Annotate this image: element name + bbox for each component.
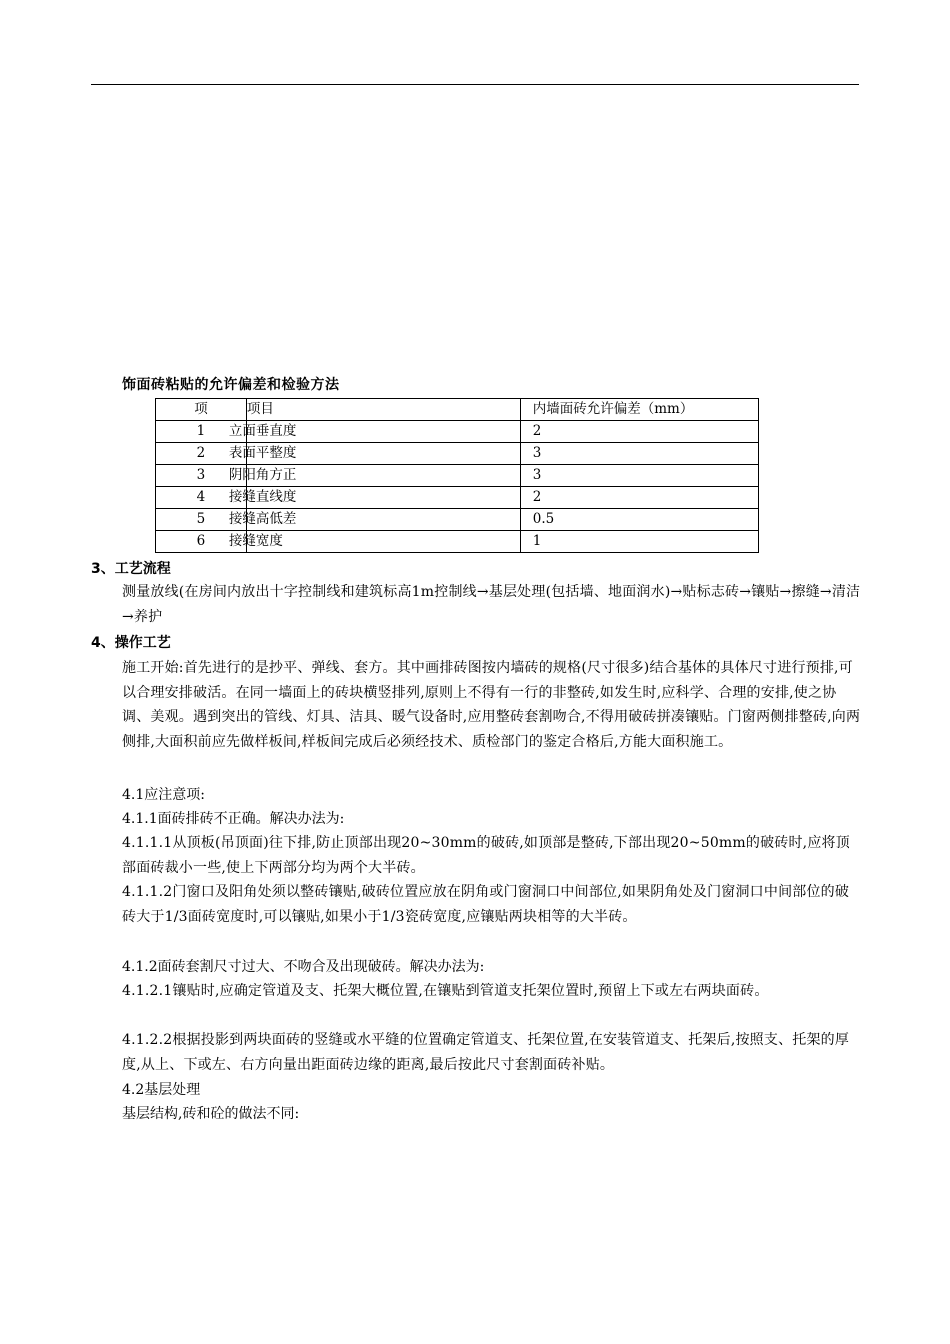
table-row [156, 531, 759, 553]
cell-item: 立面垂直度 [246, 421, 520, 443]
cell-tolerance: 1 [520, 531, 758, 553]
cell-index: 2 [156, 443, 247, 465]
cell-tolerance: 3 [520, 443, 758, 465]
section-4-title: 4、操作工艺 [91, 635, 171, 651]
heading-4-1-1: 4.1.1面砖排砖不正确。解决办法为: [122, 811, 345, 827]
table-row [156, 421, 759, 443]
section-3-text: 测量放线(在房间内放出十字控制线和建筑标高1m控制线→基层处理(包括墙、地面润水)→贴标志砖→镶贴→擦缝→清洁→养护 [122, 584, 861, 625]
cell-tolerance: 0.5 [520, 509, 758, 531]
cell-item: 阴阳角方正 [246, 465, 520, 487]
cell-tolerance: 3 [520, 465, 758, 487]
cell-index: 3 [156, 465, 247, 487]
table-row [156, 443, 759, 465]
header-cell-tolerance: 内墙面砖允许偏差（mm） [520, 399, 758, 421]
cell-index: 5 [156, 509, 247, 531]
para-4-1-1-2: 4.1.1.2门窗口及阳角处须以整砖镶贴,破砖位置应放在阴角或门窗洞口中间部位,如果阴角处及门窗洞口中间部位的破砖大于1/3面砖宽度时,可以镶贴,如果小于1/3瓷砖宽度,应镶贴两块相等的大半砖。 [122, 884, 850, 925]
table-row [156, 465, 759, 487]
tolerance-table [155, 398, 759, 553]
para-4-1-2-1: 4.1.2.1镶贴时,应确定管道及支、托架大概位置,在镶贴到管道支托架位置时,预留上下或左右两块面砖。 [122, 983, 769, 999]
cell-index: 1 [156, 421, 247, 443]
section-3-title: 3、工艺流程 [91, 561, 171, 577]
cell-item: 接缝高低差 [246, 509, 520, 531]
section-4-intro: 施工开始:首先进行的是抄平、弹线、套方。其中画排砖图按内墙砖的规格(尺寸很多)结合基体的具体尺寸进行预排,可以合理安排破活。在同一墙面上的砖块横竖排列,原则上不得有一行的非整砖,如发生时,应科学、合理的安排,使之协调、美观。遇到突出的管线、灯具、洁具、暖气设备时,应用整砖套割吻合,不得用破砖拼凑镶贴。门窗两侧排整砖,向两侧排,大面积前应先做样板间,样板间完成后必须经技术、质检部门的鉴定合格后,方能大面积施工。 [122, 660, 861, 750]
cell-item: 接缝宽度 [246, 531, 520, 553]
table-row [156, 509, 759, 531]
cell-tolerance: 2 [520, 421, 758, 443]
table-title: 饰面砖粘贴的允许偏差和检验方法 [122, 377, 340, 393]
table-header-row [156, 399, 759, 421]
table-row [156, 487, 759, 509]
cell-item: 表面平整度 [246, 443, 520, 465]
para-4-1-2-2: 4.1.2.2根据投影到两块面砖的竖缝或水平缝的位置确定管道支、托架位置,在安装管道支、托架后,按照支、托架的厚度,从上、下或左、右方向量出距面砖边缘的距离,最后按此尺寸套割面砖补贴。 [122, 1032, 850, 1073]
heading-4-1-2: 4.1.2面砖套割尺寸过大、不吻合及出现破砖。解决办法为: [122, 959, 485, 975]
header-rule [91, 84, 859, 85]
header-cell-item: 项目 [246, 399, 520, 421]
heading-4-1: 4.1应注意项: [122, 787, 205, 803]
cell-item: 接缝直线度 [246, 487, 520, 509]
para-4-1-1-1: 4.1.1.1从顶板(吊顶面)往下排,防止顶部出现20~30mm的破砖,如顶部是整砖,下部出现20~50mm的破砖时,应将顶部面砖裁小一些,使上下两部分均为两个大半砖。 [122, 835, 850, 876]
heading-4-2: 4.2基层处理 [122, 1082, 201, 1098]
header-cell-index: 项 [156, 399, 247, 421]
cell-index: 4 [156, 487, 247, 509]
para-4-2-text: 基层结构,砖和砼的做法不同: [122, 1106, 300, 1122]
cell-index: 6 [156, 531, 247, 553]
cell-tolerance: 2 [520, 487, 758, 509]
